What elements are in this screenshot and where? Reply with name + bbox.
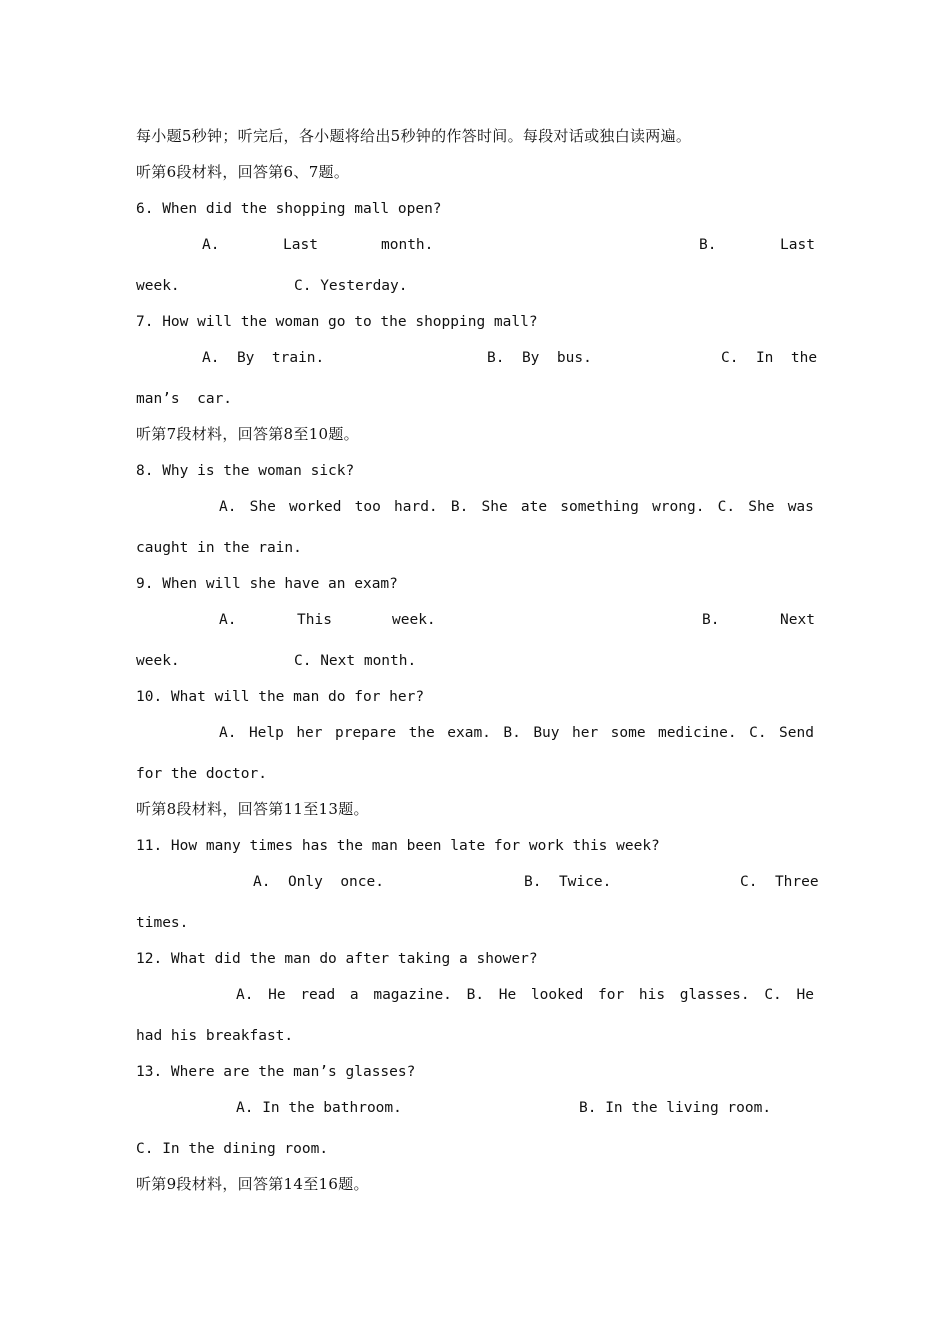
question-6-stem: 6. When did the shopping mall open?: [136, 201, 442, 217]
q9-option-b-word: week.: [136, 653, 180, 669]
q9-option-a-word: week.: [392, 612, 436, 628]
question-7-stem: 7. How will the woman go to the shopping mall?: [136, 314, 538, 330]
q8-options: A. She worked too hard. B. She ate something wrong. C. She was: [219, 499, 814, 515]
q8-option-c-continued: caught in the rain.: [136, 540, 302, 556]
q9-option-a-word: This: [297, 612, 332, 628]
question-9-stem: 9. When will she have an exam?: [136, 576, 398, 592]
q7-option-b: B. By bus.: [487, 350, 592, 366]
q6-option-a-letter: A.: [202, 237, 220, 253]
q6-option-a-word: month.: [381, 237, 434, 253]
q10-option-c-continued: for the doctor.: [136, 766, 267, 782]
section-heading-7: 听第7段材料，回答第8至10题。: [136, 425, 359, 443]
q13-option-a: A. In the bathroom.: [236, 1100, 402, 1116]
question-12-stem: 12. What did the man do after taking a shower?: [136, 951, 538, 967]
q6-option-a-word: Last: [283, 237, 318, 253]
q10-options: A. Help her prepare the exam. B. Buy her some medicine. C. Send: [219, 725, 814, 741]
q7-option-c: C. In the: [721, 350, 818, 366]
q9-option-c: C. Next month.: [294, 653, 417, 669]
q9-option-a-letter: A.: [219, 612, 237, 628]
q6-option-b-word: Last: [780, 237, 815, 253]
q11-option-a: A. Only once.: [253, 874, 384, 890]
q12-options: A. He read a magazine. B. He looked for his glasses. C. He: [236, 987, 814, 1003]
section-heading-6: 听第6段材料，回答第6、7题。: [136, 163, 350, 181]
q9-option-b-word: Next: [780, 612, 815, 628]
q11-option-c-continued: times.: [136, 915, 189, 931]
q6-option-c: C. Yesterday.: [294, 278, 408, 294]
q12-option-c-continued: had his breakfast.: [136, 1028, 294, 1044]
question-8-stem: 8. Why is the woman sick?: [136, 463, 355, 479]
q11-option-c: C. Three: [740, 874, 819, 890]
q7-option-c-continued: man’s car.: [136, 391, 233, 407]
q7-option-a: A. By train.: [202, 350, 325, 366]
q6-option-b-letter: B.: [699, 237, 717, 253]
q9-option-b-letter: B.: [702, 612, 720, 628]
q11-option-b: B. Twice.: [524, 874, 612, 890]
instruction-text: 每小题5秒钟；听完后，各小题将给出5秒钟的作答时间。每段对话或独白读两遍。: [136, 127, 692, 145]
question-11-stem: 11. How many times has the man been late for work this week?: [136, 838, 660, 854]
section-heading-8: 听第8段材料，回答第11至13题。: [136, 800, 369, 818]
question-10-stem: 10. What will the man do for her?: [136, 689, 425, 705]
q6-option-b-word: week.: [136, 278, 180, 294]
q13-option-c: C. In the dining room.: [136, 1141, 329, 1157]
section-heading-9: 听第9段材料，回答第14至16题。: [136, 1175, 369, 1193]
question-13-stem: 13. Where are the man’s glasses?: [136, 1064, 416, 1080]
q13-option-b: B. In the living room.: [579, 1100, 772, 1116]
